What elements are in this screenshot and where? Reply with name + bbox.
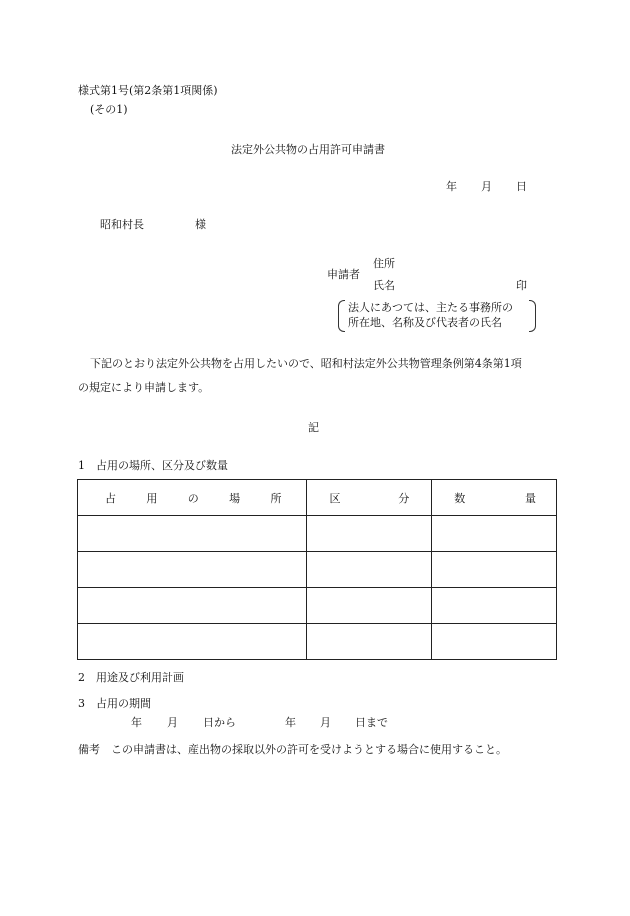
header-char: 占 (105, 491, 116, 505)
corporate-note (342, 300, 532, 330)
seal-mark: 印 (516, 279, 527, 292)
page-title: 法定外公共物の占用許可申請書 (231, 143, 385, 156)
quantity-cell[interactable] (432, 552, 557, 588)
quantity-cell[interactable] (432, 516, 557, 552)
period-to-year: 年 (285, 716, 296, 729)
period-to-day: 日まで (355, 716, 388, 729)
header-quantity (432, 480, 557, 516)
category-cell[interactable] (307, 624, 432, 660)
form-number: 様式第1号(第2条第1項関係) (78, 84, 218, 97)
addressee-name: 昭和村長 (100, 218, 144, 231)
remarks: 備考 この申請書は、産出物の採取以外の許可を受けようとする場合に使用すること。 (78, 743, 507, 756)
header-char: 区 (329, 491, 341, 505)
table-row (78, 516, 557, 552)
table-header-row (78, 480, 557, 516)
corporate-note-line2: 所在地、名称及び代表者の氏名 (348, 316, 502, 329)
applicant-label: 申請者 (327, 268, 360, 281)
period-to-month: 月 (320, 716, 331, 729)
quantity-cell[interactable] (432, 624, 557, 660)
section2-label: 2 用途及び利用計画 (78, 671, 184, 684)
header-char: 分 (398, 491, 410, 505)
section1-label: 1 占用の場所、区分及び数量 (78, 459, 228, 472)
date-month: 月 (481, 180, 492, 193)
occupancy-table (77, 479, 557, 660)
table-row (78, 552, 557, 588)
header-location (78, 480, 307, 516)
header-char: 数 (454, 491, 466, 505)
location-cell[interactable] (78, 588, 307, 624)
period-from-month: 月 (167, 716, 178, 729)
header-char: の (187, 491, 199, 505)
applicant-address-label: 住所 (373, 257, 395, 270)
right-bracket (529, 300, 536, 332)
header-category (307, 480, 432, 516)
location-cell[interactable] (78, 624, 307, 660)
corporate-note-line1: 法人にあつては、主たる事務所の (348, 301, 513, 314)
quantity-cell[interactable] (432, 588, 557, 624)
header-char: 所 (270, 491, 282, 505)
left-bracket (338, 300, 345, 332)
addressee-honorific: 様 (195, 218, 206, 231)
table-row (78, 588, 557, 624)
header-char: 用 (146, 491, 158, 505)
category-cell[interactable] (307, 516, 432, 552)
category-cell[interactable] (307, 588, 432, 624)
date-day: 日 (516, 180, 527, 193)
location-cell[interactable] (78, 516, 307, 552)
table-row (78, 624, 557, 660)
applicant-name-label: 氏名 (373, 279, 395, 292)
body-text-line1: 下記のとおり法定外公共物を占用したいので、昭和村法定外公共物管理条例第4条第1項 (90, 357, 522, 370)
period-from-day: 日から (203, 716, 236, 729)
category-cell[interactable] (307, 552, 432, 588)
form-subnumber: (その1) (90, 103, 128, 116)
section3-label: 3 占用の期間 (78, 697, 151, 710)
header-char: 量 (525, 491, 536, 505)
header-char: 場 (229, 491, 241, 505)
body-text-line2: の規定により申請します。 (78, 381, 210, 394)
ki-heading: 記 (308, 421, 319, 434)
period-from-year: 年 (131, 716, 142, 729)
location-cell[interactable] (78, 552, 307, 588)
date-year: 年 (446, 180, 457, 193)
